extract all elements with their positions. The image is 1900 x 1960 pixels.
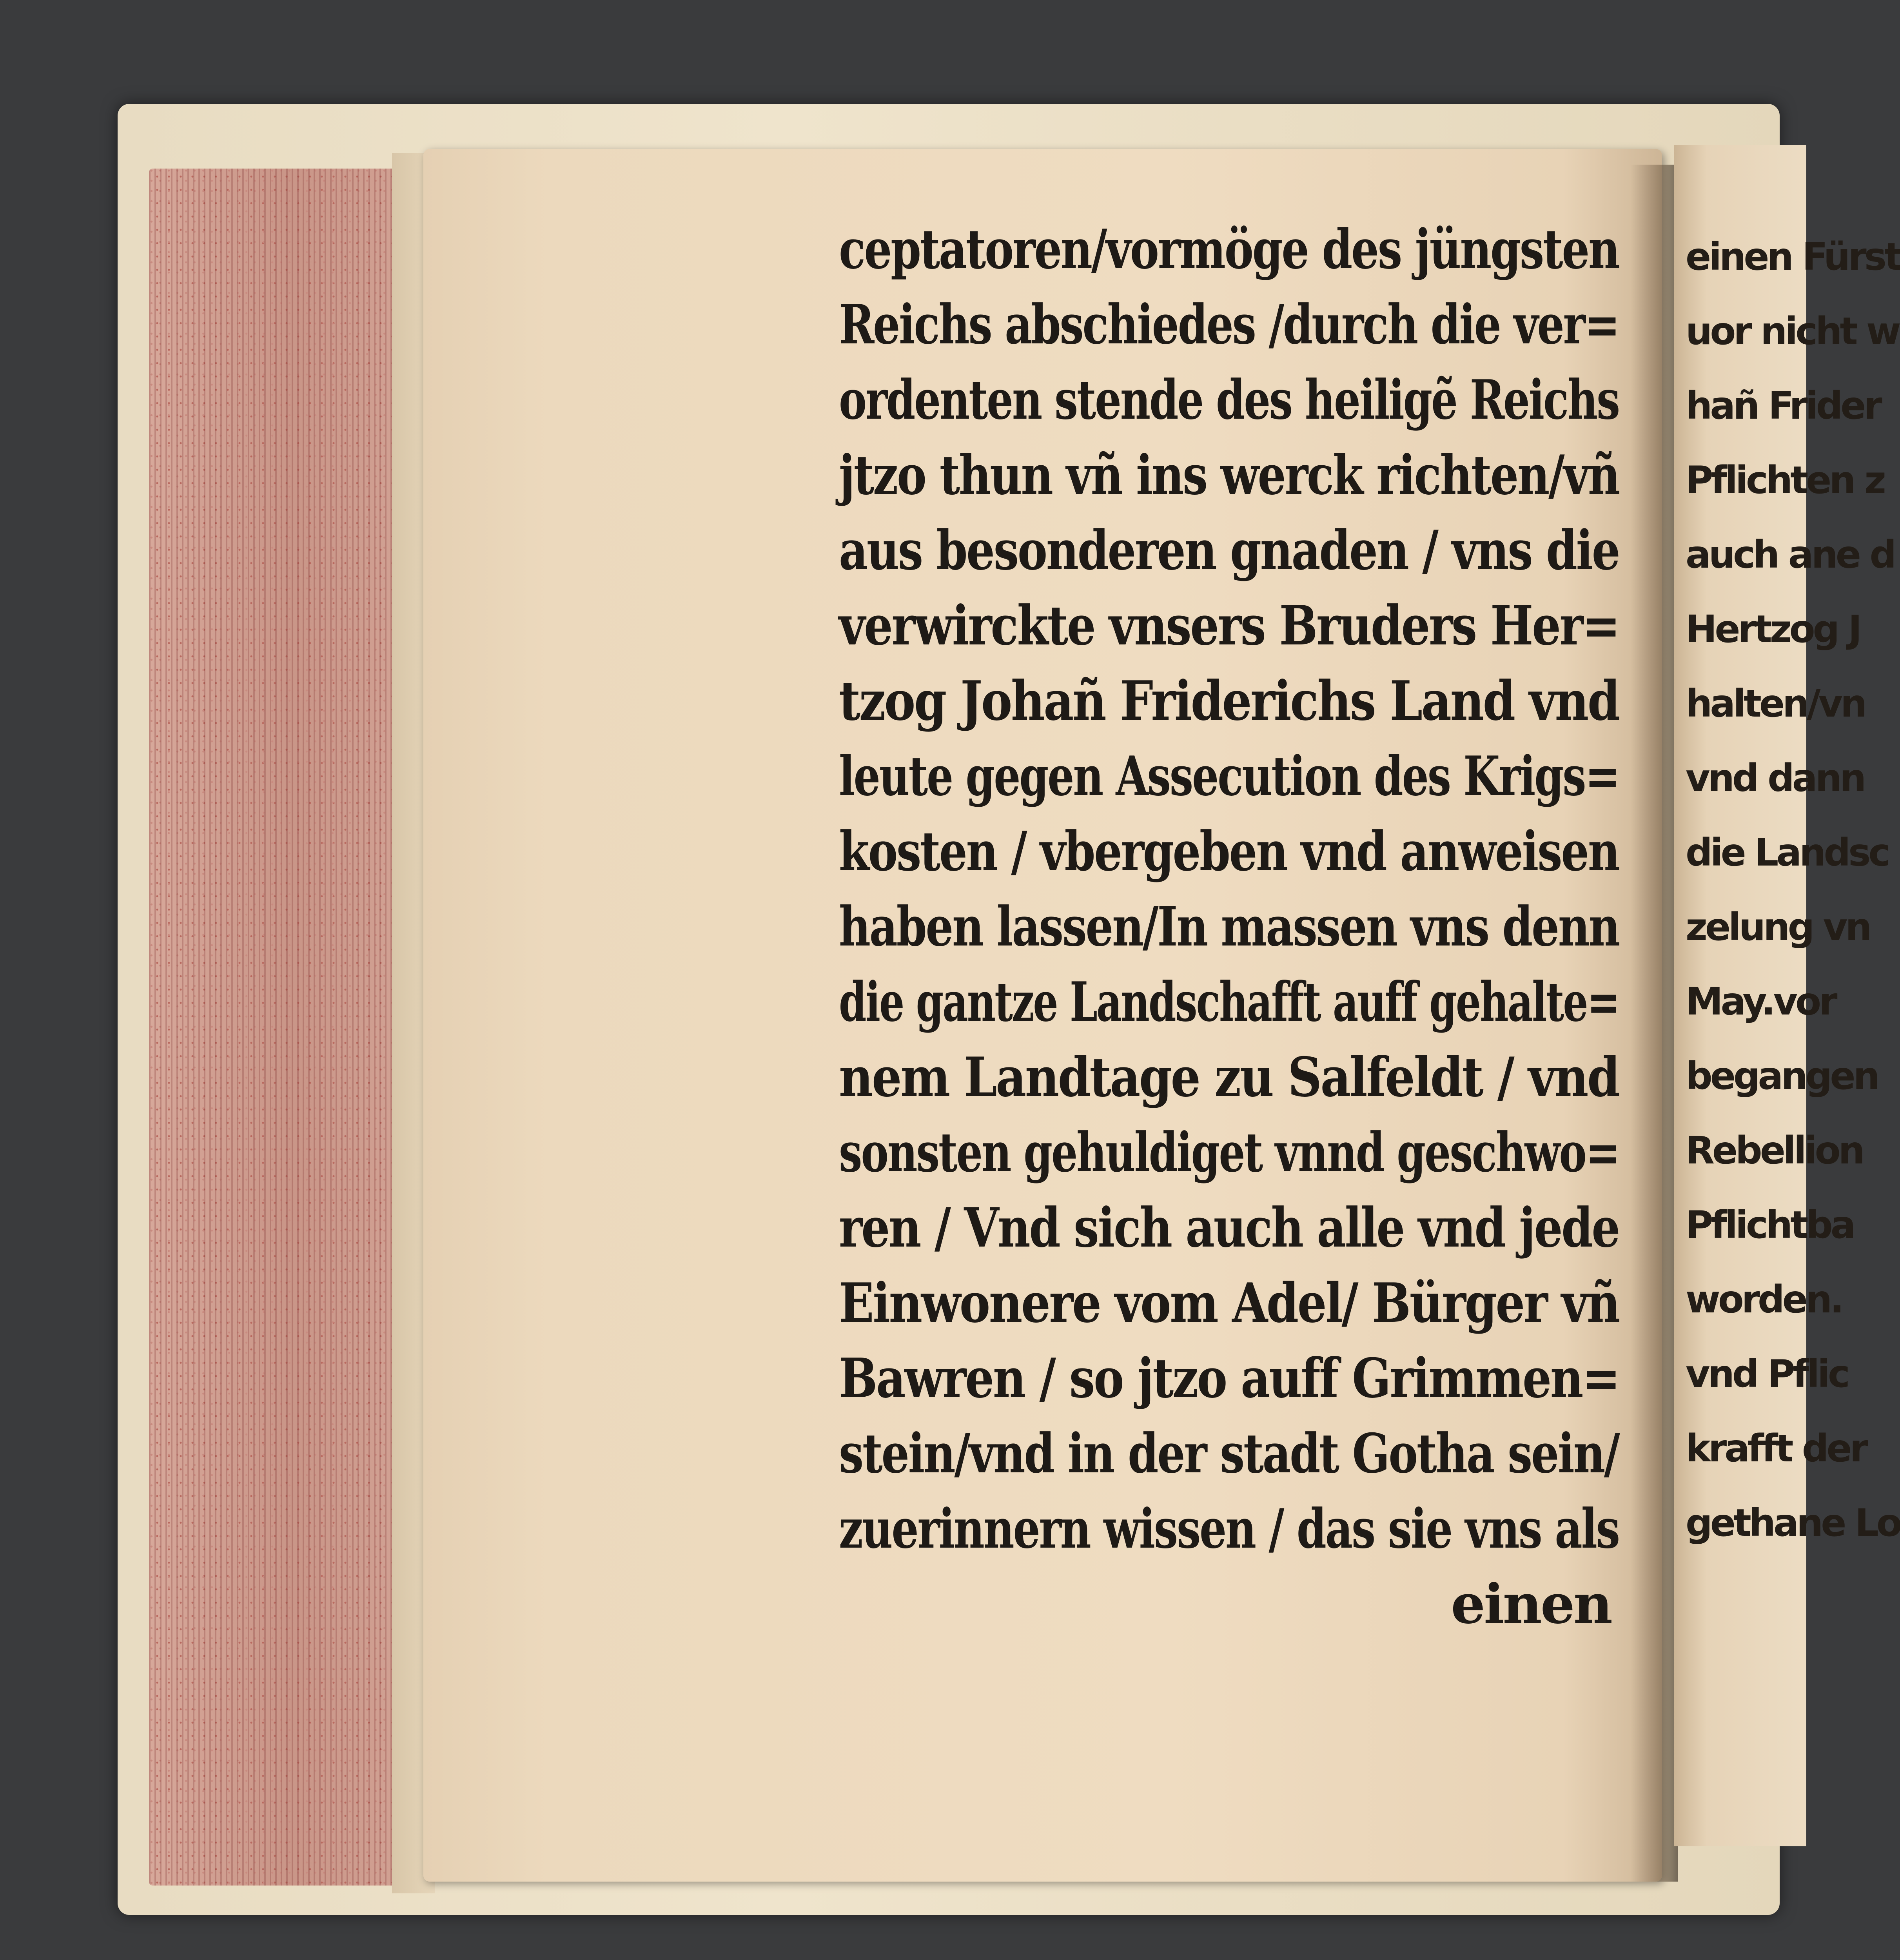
text-line: May.vor: [1686, 980, 1835, 1024]
text-line: Pflichten z: [1686, 458, 1884, 502]
text-line: Pflichtba: [1686, 1203, 1854, 1247]
text-line: Reichs abschiedes /durch die ver=: [839, 292, 1619, 356]
text-line: die gantze Landschafft auff gehalte=: [839, 970, 1619, 1034]
text-line: stein/vnd in der stadt Gotha sein/: [839, 1421, 1619, 1485]
text-line: tzog Johañ Friderichs Land vnd: [839, 669, 1619, 733]
text-line: die Landsc: [1686, 831, 1889, 875]
text-line: Bawren / so jtzo auff Grimmen=: [839, 1346, 1619, 1410]
text-line: zelung vn: [1686, 905, 1870, 949]
gutter-shadow: [1631, 165, 1678, 1882]
text-line: leute gegen Assecution des Krigs=: [839, 744, 1619, 808]
text-line: Hertzog J: [1686, 607, 1860, 651]
text-line: kosten / vbergeben vnd anweisen: [839, 819, 1619, 883]
page-block-fore-edge: [149, 169, 431, 1886]
text-line: gethane Lo: [1686, 1501, 1900, 1545]
text-line: nem Landtage zu Salfeldt / vnd: [839, 1045, 1619, 1109]
text-line: vnd Pflic: [1686, 1352, 1848, 1396]
text-line: begangen: [1686, 1054, 1878, 1098]
catchword: einen: [1451, 1572, 1611, 1636]
right-page-text: [1686, 220, 1900, 1560]
text-line: vnd dann: [1686, 756, 1864, 800]
text-line: ordenten stende des heiligẽ Reichs: [839, 368, 1619, 432]
text-line: aus besonderen gnaden / vns die: [839, 518, 1619, 582]
text-line: sonsten gehuldiget vnnd geschwo=: [839, 1120, 1619, 1184]
left-page-text: [839, 212, 1619, 1642]
text-line: jtzo thun vñ ins werck richten/vñ: [839, 443, 1619, 507]
text-line: haben lassen/In massen vns denn: [839, 895, 1619, 958]
text-line: Einwonere vom Adel/ Bürger vñ: [839, 1271, 1619, 1335]
text-line: einen Fürst: [1686, 235, 1900, 279]
text-line: halten/vn: [1686, 682, 1865, 726]
text-line: uor nicht w: [1686, 309, 1899, 353]
text-line: verwirckte vnsers Bruders Her=: [839, 593, 1619, 657]
text-line: zuerinnern wissen / das sie vns als: [839, 1497, 1619, 1561]
text-line: auch ane d: [1686, 533, 1895, 577]
text-line: Rebellion: [1686, 1129, 1863, 1172]
text-line: worden.: [1686, 1278, 1842, 1321]
text-line: krafft der: [1686, 1426, 1866, 1470]
text-line: ren / Vnd sich auch alle vnd jede: [839, 1196, 1619, 1259]
text-line: ceptatoren/vormöge des jüngsten: [839, 217, 1619, 281]
text-line: hañ Frider: [1686, 384, 1880, 428]
